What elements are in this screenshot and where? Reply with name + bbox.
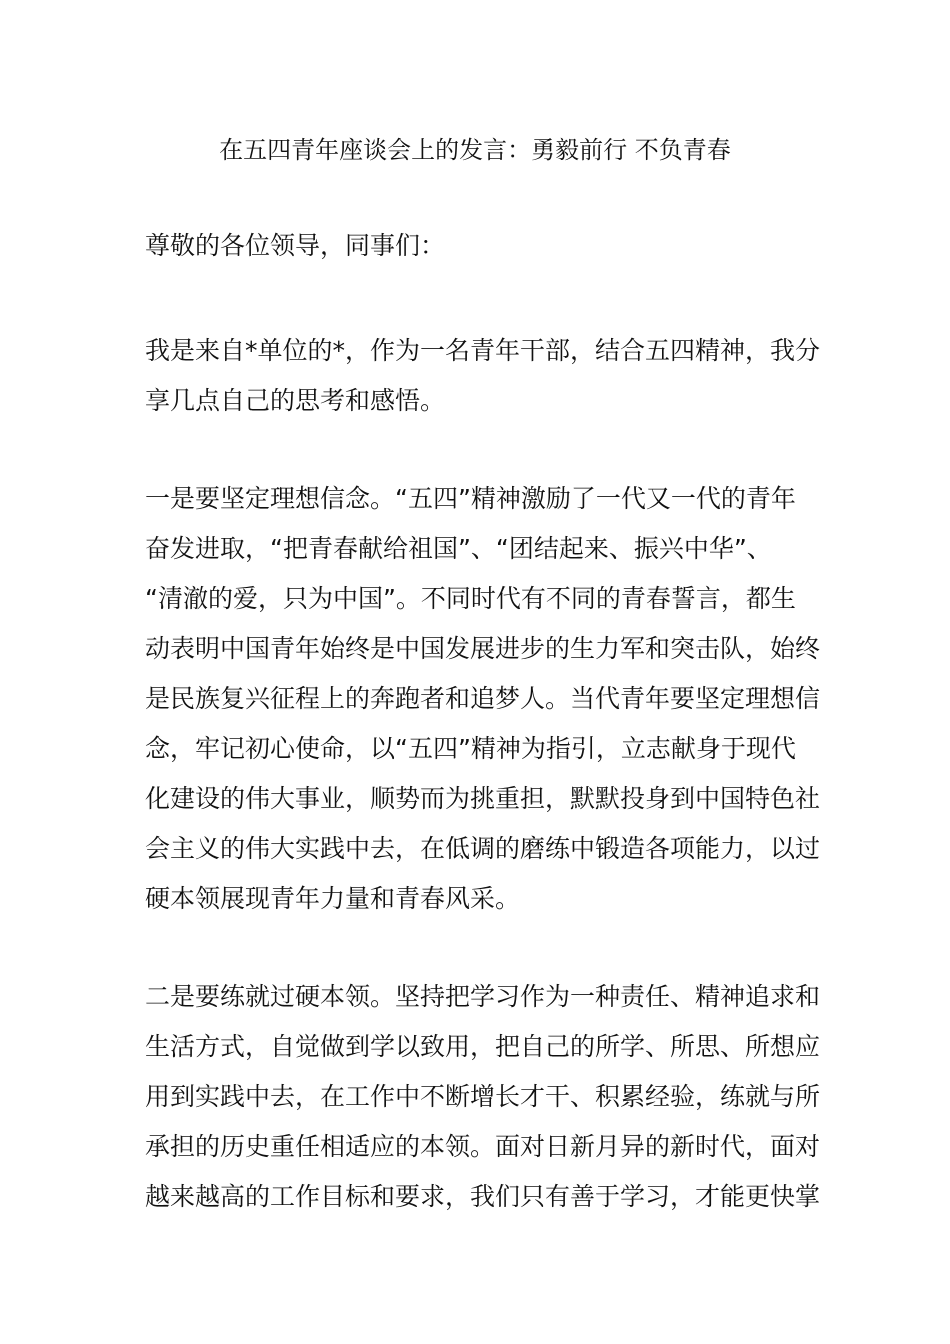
paragraph-line: 念，牢记初心使命，以“五四”精神为指引，立志献身于现代 [145, 734, 796, 763]
paragraph-line: 一是要坚定理想信念。“五四”精神激励了一代又一代的青年 [145, 484, 796, 513]
paragraph-line: 会主义的伟大实践中去，在低调的磨练中锻造各项能力，以过 [145, 834, 821, 863]
paragraph-line: 越来越高的工作目标和要求，我们只有善于学习，才能更快掌 [145, 1182, 821, 1211]
paragraph-line: 化建设的伟大事业，顺势而为挑重担，默默投身到中国特色社 [145, 784, 821, 813]
paragraph-ideals [145, 474, 821, 924]
paragraph-line: 生活方式，自觉做到学以致用，把自己的所学、所思、所想应 [145, 1032, 821, 1061]
document-title: 在五四青年座谈会上的发言：勇毅前行 不负青春 [219, 136, 731, 164]
intro-paragraph [145, 326, 821, 426]
paragraph-line: 承担的历史重任相适应的本领。面对日新月异的新时代，面对 [145, 1132, 821, 1161]
paragraph-line: 硬本领展现青年力量和青春风采。 [145, 884, 521, 913]
paragraph-skills [145, 972, 821, 1222]
paragraph-line: 动表明中国青年始终是中国发展进步的生力军和突击队，始终 [145, 634, 821, 663]
paragraph-line: 用到实践中去，在工作中不断增长才干、积累经验，练就与所 [145, 1082, 821, 1111]
paragraph-line: “清澈的爱，只为中国”。不同时代有不同的青春誓言，都生 [145, 584, 796, 613]
salutation [145, 221, 815, 271]
paragraph-line: 奋发进取，“把青春献给祖国”、“团结起来、振兴中华”、 [145, 534, 772, 563]
salutation-line: 尊敬的各位领导，同事们： [145, 231, 446, 260]
intro-line-1: 我是来自*单位的*，作为一名青年干部，结合五四精神，我分 [145, 336, 821, 365]
intro-line-2: 享几点自己的思考和感悟。 [145, 386, 446, 415]
paragraph-line: 是民族复兴征程上的奔跑者和追梦人。当代青年要坚定理想信 [145, 684, 821, 713]
paragraph-line: 二是要练就过硬本领。坚持把学习作为一种责任、精神追求和 [145, 982, 821, 1011]
